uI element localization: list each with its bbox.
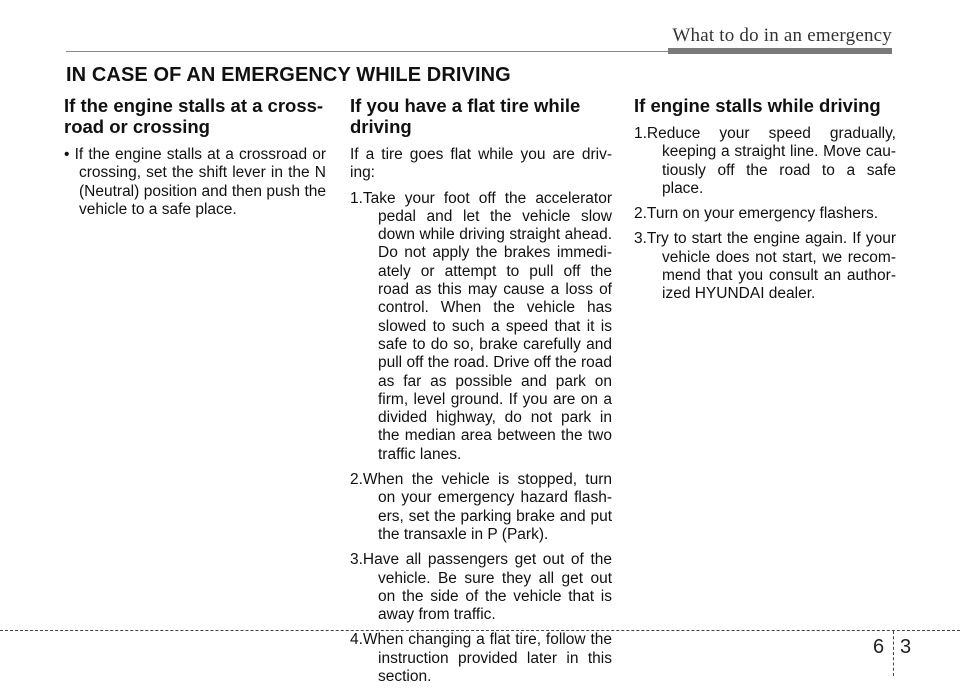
section-title: IN CASE OF AN EMERGENCY WHILE DRIVING [66, 64, 511, 86]
footer-rule [0, 630, 960, 631]
flat-tire-step-1: 1.Take your foot off the accelerator pedal and let the vehicle slow down while driving straight ahead. Do not apply the brakes immedi-ately or attempt to pull off the road as this may cause a loss of control. When the vehicle has slowed to such a speed that it is safe to do so, brake carefully and pull off the road. Drive off the road as far as possible and park on firm, level ground. If you are on a divided highway, do not park in the median area between the two traffic lanes. [350, 189, 612, 463]
column-engine-stalls-driving [634, 95, 896, 311]
stall-step-2: 2.Turn on your emergency flashers. [634, 205, 879, 223]
page-number: 3 [900, 636, 912, 658]
column-engine-stalls-crossroad [64, 95, 326, 226]
heading-engine-stalls-driving: If engine stalls while driving [634, 95, 881, 116]
header-rule-accent [668, 48, 892, 54]
heading-engine-stalls-crossroad: If the engine stalls at a cross- road or crossing [64, 95, 324, 137]
page-number-separator [893, 631, 894, 676]
flat-tire-intro: If a tire goes flat while you are driv-ing: [350, 146, 612, 182]
stall-step-3: 3.Try to start the engine again. If your vehicle does not start, we recom-mend that you consult an author-ized HYUNDAI dealer. [634, 230, 896, 303]
bullet-item: • If the engine stalls at a crossroad or crossing, set the shift lever in the N (Neutral) position and then push the vehicle to a safe place. [64, 146, 326, 218]
column-flat-tire [350, 95, 612, 693]
flat-tire-step-4: 4.When changing a flat tire, follow the instruction provided later in this section. [350, 631, 612, 686]
stall-step-1: 1.Reduce your speed gradually, keeping a straight line. Move cau-tiously off the road to a safe place. [634, 125, 896, 197]
heading-flat-tire: If you have a flat tire while driving [350, 95, 581, 137]
flat-tire-step-3: 3.Have all passengers get out of the vehicle. Be sure they all get out on the side of the vehicle that is away from traffic. [350, 551, 612, 624]
flat-tire-step-2: 2.When the vehicle is stopped, turn on your emergency hazard flash-ers, set the parking brake and put the transaxle in P (Park). [350, 471, 612, 543]
chapter-number: 6 [873, 636, 885, 658]
running-header-title: What to do in an emergency [672, 25, 892, 46]
